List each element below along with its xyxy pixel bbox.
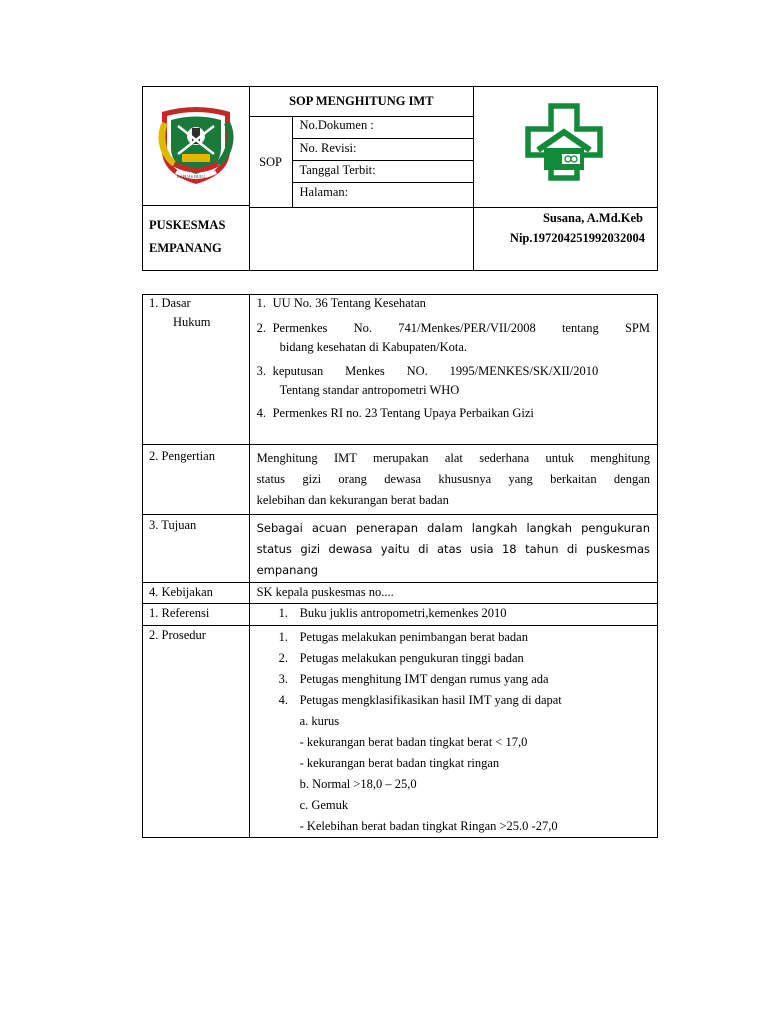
label-pengertian: 2. Pengertian bbox=[143, 445, 250, 515]
label-kebijakan: 4. Kebijakan bbox=[143, 583, 250, 604]
empty-middle-cell bbox=[249, 208, 474, 271]
list-item: 2. Permenkes No. 741/Menkes/PER/VII/2008 tentang SPM bidang kesehatan di Kabupaten/Kota. bbox=[256, 321, 650, 354]
list-item: 4. Permenkes RI no. 23 Tentang Upaya Perbaikan Gizi bbox=[256, 406, 534, 420]
right-logo-cell bbox=[474, 87, 658, 208]
document-title: SOP MENGHITUNG IMT bbox=[249, 87, 474, 117]
field-no-revisi: No. Revisi: bbox=[292, 139, 474, 161]
list-item: 2. Petugas melakukan pengukuran tinggi badan bbox=[278, 651, 524, 665]
field-tanggal-terbit: Tanggal Terbit: bbox=[292, 161, 474, 183]
org-name bbox=[149, 214, 225, 260]
list-item: 1. Petugas melakukan penimbangan berat badan bbox=[278, 630, 528, 644]
row-pengertian bbox=[143, 445, 658, 515]
row-referensi bbox=[143, 604, 658, 626]
sub-item: - Kelebihan berat badan tingkat Ringan >25.0 -27,0 bbox=[299, 819, 558, 833]
label-prosedur: 2. Prosedur bbox=[143, 626, 250, 838]
content-prosedur bbox=[249, 626, 657, 838]
org-name-line2: EMPANANG bbox=[149, 241, 222, 255]
content-pengertian: Menghitung IMT merupakan alat sederhana untuk menghitung status gizi orang dewasa khususnya yang berkaitan dengan kelebihan dan kekurangan berat badan bbox=[249, 445, 657, 515]
left-logo-caption: KAPUAS HULU bbox=[177, 174, 206, 179]
org-name-line1: PUSKESMAS bbox=[149, 218, 226, 232]
row-prosedur bbox=[143, 626, 658, 838]
signer-name: Susana, A.Md.Keb bbox=[542, 211, 643, 225]
row-tujuan bbox=[143, 515, 658, 583]
row-dasar-hukum bbox=[143, 295, 658, 445]
label-dasar-hukum: 1. Dasar Hukum bbox=[143, 295, 250, 445]
label-tujuan: 3. Tujuan bbox=[143, 515, 250, 583]
sub-item: c. Gemuk bbox=[299, 798, 349, 812]
sub-item: b. Normal >18,0 – 25,0 bbox=[299, 777, 417, 791]
sub-item: - kekurangan berat badan tingkat berat < 17,0 bbox=[299, 735, 528, 749]
sop-body-table bbox=[142, 294, 658, 838]
sub-item: a. kurus bbox=[299, 714, 340, 728]
puskesmas-cross-logo-icon bbox=[524, 102, 604, 182]
list-item: 1. UU No. 36 Tentang Kesehatan bbox=[256, 296, 426, 310]
list-item: 3. Petugas menghitung IMT dengan rumus yang ada bbox=[278, 672, 549, 686]
content-kebijakan: SK kepala puskesmas no.... bbox=[249, 583, 657, 604]
header-divider bbox=[142, 205, 250, 206]
content-referensi: 1. Buku juklis antropometri,kemenkes 2010 bbox=[249, 604, 657, 626]
label-referensi: 1. Referensi bbox=[143, 604, 250, 626]
signer-cell bbox=[474, 208, 658, 271]
sop-label: SOP bbox=[249, 117, 292, 208]
signer-nip: Nip.197204251992032004 bbox=[509, 231, 645, 245]
content-dasar-hukum bbox=[249, 295, 657, 445]
sub-item: - kekurangan berat badan tingkat ringan bbox=[299, 756, 500, 770]
list-item: 4. Petugas mengklasifikasikan hasil IMT yang di dapat bbox=[278, 693, 562, 707]
row-kebijakan bbox=[143, 583, 658, 604]
field-no-dokumen: No.Dokumen : bbox=[292, 117, 474, 139]
content-tujuan: Sebagai acuan penerapan dalam langkah langkah pengukuran status gizi dewasa yaitu di atas usia 18 tahun di puskesmas empanang bbox=[249, 515, 657, 583]
field-halaman: Halaman: bbox=[292, 183, 474, 208]
list-item: 3. keputusan Menkes NO. 1995/MENKES/SK/XII/2010 Tentang standar antropometri WHO bbox=[256, 364, 599, 397]
